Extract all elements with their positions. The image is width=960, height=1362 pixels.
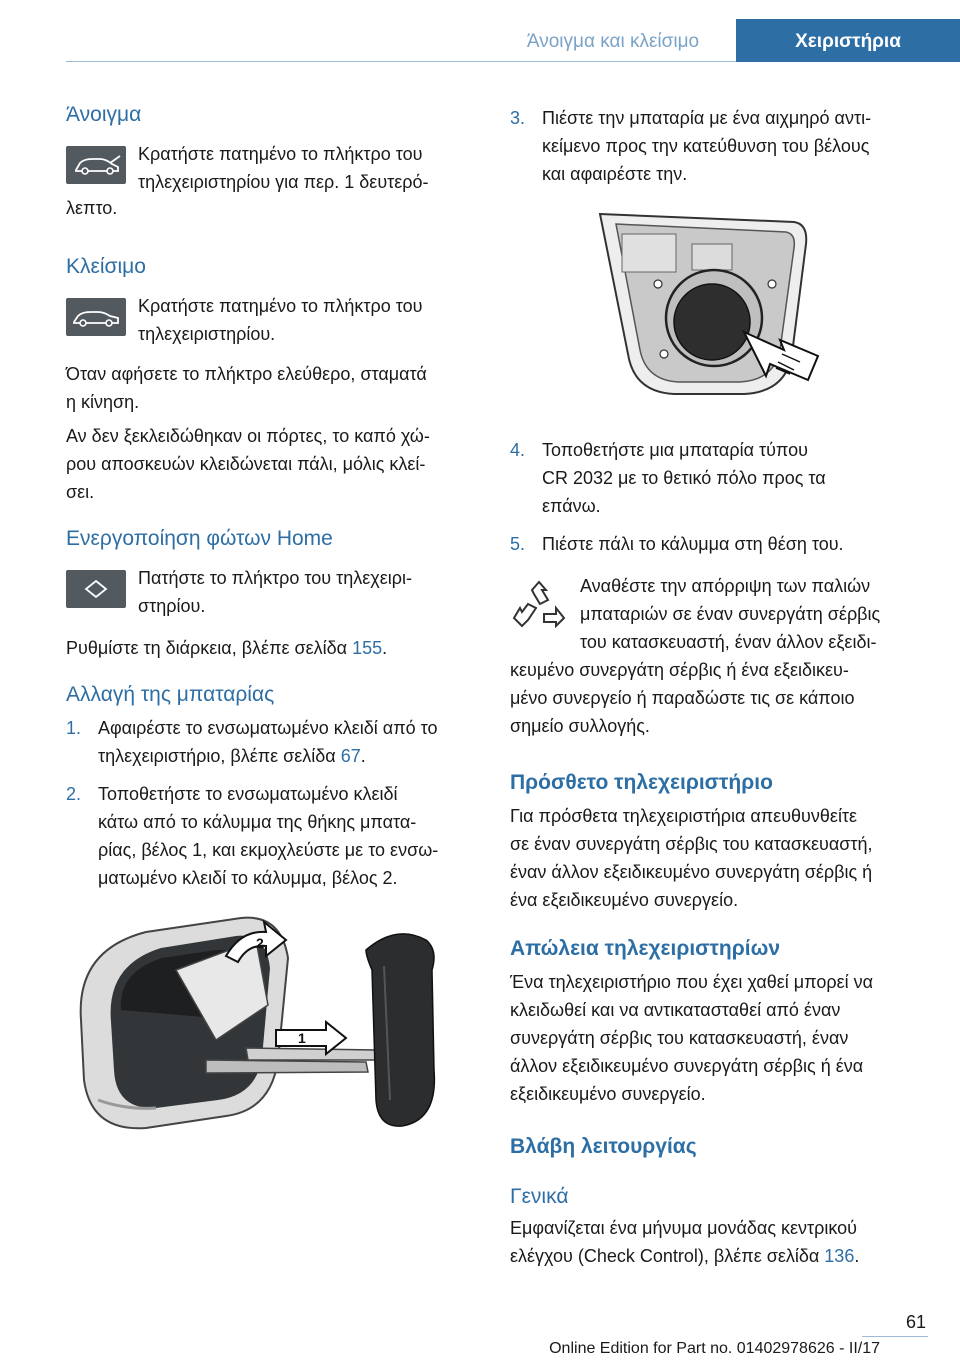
edition-note: Online Edition for Part no. 01402978626 - II/17 (549, 1340, 880, 1357)
loss-line4: άλλον εξειδικευμένο συνεργάτη σέρβις ή ένα (510, 1056, 864, 1076)
closing-para2-line1: Αν δεν ξεκλειδώθηκαν οι πόρτες, το καπό χώ- (66, 426, 430, 446)
recycle-line5: μένο συνεργείο ή παραδώστε τις σε κάποιο (510, 688, 855, 708)
opening-text-line1: Κρατήστε πατημένο το πλήκτρο του (138, 144, 423, 164)
left-column (66, 96, 486, 1140)
opening-heading: Άνοιγμα (66, 103, 142, 126)
battery-steps-final (510, 436, 928, 558)
step1-line2-prefix: τηλεχειριστήριο, βλέπε σελίδα (98, 746, 341, 766)
recycle-line1: Αναθέστε την απόρριψη των παλιών (580, 576, 871, 596)
malfunction-heading: Βλάβη λειτουργίας (510, 1135, 697, 1158)
opening-instruction (66, 140, 486, 196)
recycle-icon (510, 578, 568, 636)
page-link-155[interactable]: 155 (352, 638, 383, 658)
malfunction-line1: Εμφανίζεται ένα μήνυμα μονάδας κεντρικού (510, 1218, 858, 1238)
closing-text-line2: τηλεχειριστηρίου. (138, 324, 276, 344)
loss-line1: Ένα τηλεχειριστήριο που έχει χαθεί μπορεί να (510, 972, 873, 992)
closing-para2-line2: ρου αποσκευών κλειδώνεται πάλι, μόλις κλεί- (66, 454, 426, 474)
opening-text-line3: λεπτο. (66, 198, 118, 218)
step1-line2-suffix: . (360, 746, 366, 766)
battery-steps-continued (510, 104, 928, 188)
right-column (510, 96, 928, 1270)
header-chapter-tab: Χειριστήρια (736, 19, 960, 62)
home-lights-text-line2: στηρίου. (138, 596, 206, 616)
figure-arrow-2-label: 2 (256, 935, 264, 951)
figure-arrow-1-label: 1 (298, 1030, 306, 1046)
home-lights-text-line1: Πατήστε το πλήκτρο του τηλεχειρι- (138, 568, 412, 588)
additional-line3: έναν άλλον εξειδικευμένο συνεργάτη σέρβις ή (510, 862, 873, 882)
list-item (66, 714, 486, 770)
opening-text-line2: τηλεχειριστηρίου για περ. 1 δευτερό- (138, 172, 429, 192)
step3-line1: Πιέστε την μπαταρία με ένα αιχμηρό αντι- (542, 108, 872, 128)
home-lights-para-suffix: . (382, 638, 388, 658)
additional-line2: σε έναν συνεργάτη σέρβις του κατασκευαστή, (510, 834, 873, 854)
step-number: 2. (66, 784, 82, 804)
step-number: 3. (510, 108, 526, 128)
step4-line1: Τοποθετήστε μια μπαταρία τύπου (542, 440, 808, 460)
step5-line1: Πιέστε πάλι το κάλυμμα στη θέση του. (542, 534, 844, 554)
battery-steps-list (66, 714, 486, 892)
page-number: 61 (905, 1312, 926, 1332)
loss-line2: κλειδωθεί και να αντικατασταθεί από έναν (510, 1000, 841, 1020)
list-item (66, 780, 486, 892)
recycle-line3: του κατασκευαστή, έναν άλλον εξειδι- (580, 632, 877, 652)
list-item (510, 104, 928, 188)
malfunction-line2-prefix: ελέγχου (Check Control), βλέπε σελίδα (510, 1246, 825, 1266)
additional-remote-heading: Πρόσθετο τηλεχειριστήριο (510, 771, 773, 794)
footer-divider (862, 1336, 928, 1337)
step2-line1: Τοποθετήστε το ενσωματωμένο κλειδί (98, 784, 398, 804)
lost-remote-heading: Απώλεια τηλεχειριστηρίων (510, 937, 780, 960)
malfunction-line2 (510, 1242, 928, 1270)
home-lights-icon (66, 570, 126, 608)
page-header (0, 0, 960, 62)
battery-heading: Αλλαγή της μπαταρίας (66, 683, 275, 706)
loss-line3: συνεργάτη σέρβις του κατασκευαστή, έναν (510, 1028, 849, 1048)
closing-para2-line3: σει. (66, 482, 95, 502)
closing-instruction (66, 292, 486, 348)
additional-line4: ένα εξειδικευμένο συνεργείο. (510, 890, 739, 910)
closing-para1-line1: Όταν αφήσετε το πλήκτρο ελεύθερο, σταματά (66, 364, 427, 384)
step2-line4: ματωμένο κλειδί το κάλυμμα, βέλος 2. (98, 868, 398, 888)
step1-line1: Αφαιρέστε το ενσωματωμένο κλειδί από το (98, 718, 438, 738)
recycle-line6: σημείο συλλογής. (510, 716, 650, 736)
step4-line3: επάνω. (542, 496, 601, 516)
step-number: 5. (510, 534, 526, 554)
page-link-67[interactable]: 67 (340, 746, 361, 766)
closing-heading: Κλείσιμο (66, 255, 146, 278)
recycle-line4: κευμένο συνεργάτη σέρβις ή ένα εξειδικευ- (510, 660, 849, 680)
recycle-note (510, 572, 928, 740)
car-trunk-close-icon (66, 298, 126, 336)
key-cover-removal-illustration (66, 910, 466, 1140)
header-divider (66, 61, 736, 62)
malfunction-line2-suffix: . (854, 1246, 860, 1266)
step3-line3: και αφαιρέστε την. (542, 164, 688, 184)
loss-line5: εξειδικευμένο συνεργείο. (510, 1084, 706, 1104)
step2-line3: ρίας, βέλος 1, και εκμοχλεύστε με το ενσω- (98, 840, 439, 860)
home-lights-instruction (66, 564, 486, 620)
closing-text-line1: Κρατήστε πατημένο το πλήκτρο του (138, 296, 423, 316)
recycle-line2: μπαταριών σε έναν συνεργάτη σέρβις (580, 604, 881, 624)
step3-line2: κείμενο προς την κατεύθυνση του βέλους (542, 136, 870, 156)
additional-line1: Για πρόσθετα τηλεχειριστήρια απευθυνθείτε (510, 806, 858, 826)
list-item (510, 436, 928, 520)
step2-line2: κάτω από το κάλυμμα της θήκης μπατα- (98, 812, 417, 832)
home-lights-heading: Ενεργοποίηση φώτων Home (66, 527, 333, 550)
step-number: 4. (510, 440, 526, 460)
list-item (510, 530, 928, 558)
battery-removal-illustration (594, 204, 824, 404)
header-section-title: Άνοιγμα και κλείσιμο (526, 31, 700, 52)
step-number: 1. (66, 718, 82, 738)
page-link-136[interactable]: 136 (824, 1246, 855, 1266)
home-lights-para-prefix: Ρυθμίστε τη διάρκεια, βλέπε σελίδα (66, 638, 353, 658)
closing-para1-line2: η κίνηση. (66, 392, 140, 412)
car-trunk-open-icon (66, 146, 126, 184)
general-subheading: Γενικά (510, 1185, 569, 1208)
home-lights-duration-text (66, 634, 486, 662)
step4-line2: CR 2032 με το θετικό πόλο προς τα (542, 468, 826, 488)
step1-line2 (98, 742, 486, 770)
